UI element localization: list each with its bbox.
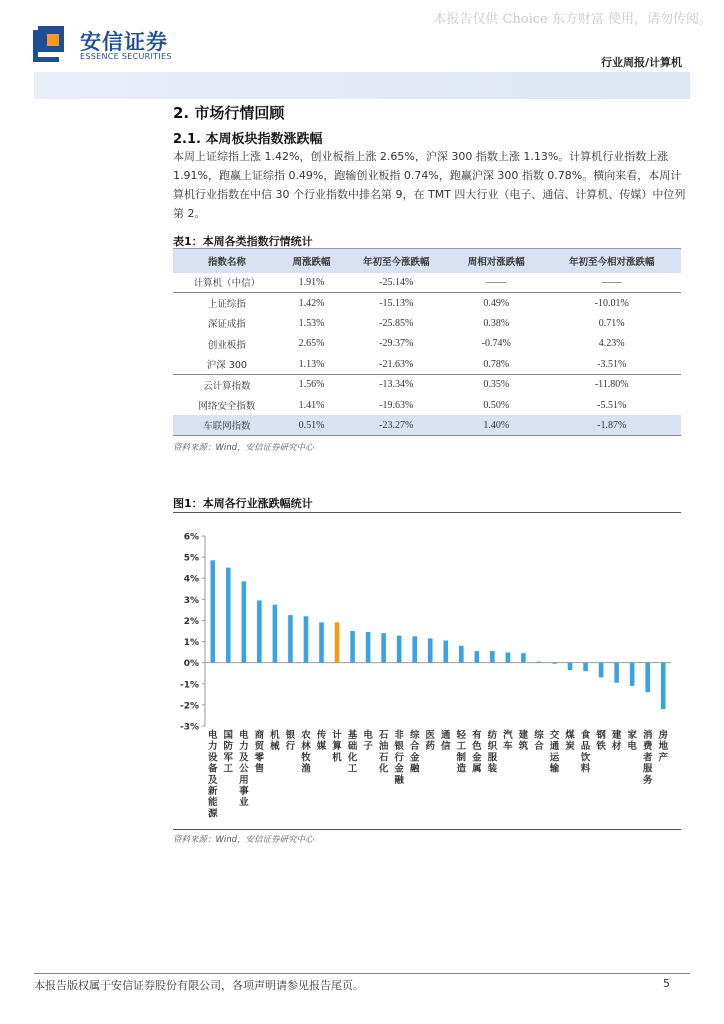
table-cell: 创业板指: [207, 339, 246, 351]
subsection-title: 2.1. 本周板块指数涨跌幅: [173, 132, 323, 147]
bar-11: [366, 632, 371, 663]
footer-text: 本报告版权属于安信证券股份有限公司，各项声明请参见报告尾页。: [34, 979, 364, 992]
y-tick-label: 3%: [183, 595, 199, 606]
category-label: 钢铁: [596, 730, 606, 753]
bar-23: [552, 663, 557, 664]
category-label: 建材: [611, 730, 622, 753]
logo-icon: [33, 24, 73, 64]
y-tick-label: 4%: [183, 574, 199, 585]
bar-21: [521, 653, 526, 663]
table-cell: 云计算指数: [203, 380, 251, 392]
bar-8: [319, 622, 324, 662]
table-cell: 1.91%: [281, 273, 343, 293]
bar-20: [506, 653, 511, 663]
table-cell: 1.42%: [298, 297, 325, 309]
table-cell: 0.78%: [450, 354, 542, 374]
table-row: [173, 293, 681, 313]
bar-4: [257, 600, 262, 662]
table-cell: 1.40%: [450, 415, 542, 435]
table-header: 周涨跌幅: [281, 249, 343, 273]
bar-7: [304, 616, 309, 662]
category-label: 商贸零售: [254, 730, 265, 775]
table-row: [173, 354, 681, 374]
bar-26: [599, 663, 604, 678]
category-label: 国防军工: [223, 730, 234, 775]
bar-15: [428, 638, 433, 662]
body-paragraph: 本周上证综指上涨 1.42%，创业板指上涨 2.65%，沪深 300 指数上涨 1.13%。计算机行业指数上涨 1.91%，跑赢上证综指 0.49%，跑输创业板指 0.74%，跑赢沪深 300 指数 0.78%。横向来看，本周计算机行业指数在中信 30 个行业指数中排名第 9，在 TMT 四大行业（电子、通信、计算机、传媒）中位列第 2。: [173, 150, 686, 220]
table-cell: 网络安全指数: [198, 401, 256, 413]
category-label: 有色金属: [472, 730, 482, 775]
table-row: [173, 415, 681, 435]
figure-bottom-rule: [173, 829, 681, 830]
brand-name-en: ESSENCE SECURITIES: [80, 52, 172, 61]
y-tick-label: 2%: [183, 616, 199, 627]
category-label: 农林牧渔: [301, 730, 311, 775]
category-label: 综合金融: [409, 730, 420, 775]
bar-6: [288, 615, 293, 662]
table-cell: 车联网指数: [173, 415, 281, 435]
category-label: 建筑: [518, 730, 529, 753]
table-source: 资料来源：Wind，安信证券研究中心: [173, 443, 314, 453]
table-cell: 1.41%: [298, 399, 325, 411]
bar-29: [645, 663, 650, 693]
table-cell: 2.65%: [298, 338, 325, 350]
figure-title: 图1：本周各行业涨跌幅统计: [173, 497, 313, 510]
bar-27: [614, 663, 619, 683]
industry-bar-chart: [173, 516, 681, 828]
bar-5: [273, 605, 278, 663]
bar-3: [242, 581, 247, 662]
table-cell: -21.63%: [342, 354, 450, 374]
category-label: 医药: [425, 730, 435, 753]
table-cell: 0.50%: [483, 399, 510, 411]
table-cell: -3.51%: [542, 354, 681, 374]
y-tick-label: 5%: [183, 553, 199, 564]
category-label: 交通运输: [549, 730, 560, 775]
category-label: 煤炭: [565, 730, 575, 753]
table-header: 指数名称: [173, 249, 281, 273]
table-cell: 0.51%: [281, 415, 343, 435]
category-label: 计算机: [332, 730, 342, 764]
bar-13: [397, 636, 402, 663]
bar-14: [412, 636, 417, 662]
page-number: 5: [663, 977, 670, 990]
table-header: 周相对涨跌幅: [450, 249, 542, 273]
figure-source: 资料来源：Wind，安信证券研究中心: [173, 835, 314, 845]
table-cell: 0.49%: [483, 297, 510, 309]
category-label: 机械: [270, 730, 280, 753]
bar-30: [661, 663, 666, 709]
table-cell: -1.87%: [542, 415, 681, 435]
table-cell: 沪深 300: [173, 354, 281, 374]
table-cell: ——: [450, 273, 542, 293]
table-header: 年初至今相对涨跌幅: [542, 249, 681, 273]
bar-10: [350, 631, 355, 663]
table-cell: 1.53%: [298, 317, 325, 329]
bar-19: [490, 651, 495, 663]
y-tick-label: 1%: [183, 638, 199, 649]
bar-12: [381, 633, 386, 663]
category-label: 纺织服装: [487, 730, 498, 775]
category-label: 非银行金融: [394, 730, 404, 786]
table-cell: 计算机（中信）: [173, 273, 281, 293]
brand-name: 安信证券: [80, 30, 168, 54]
table-cell: -19.63%: [379, 399, 414, 411]
table-cell: -0.74%: [481, 338, 511, 350]
category-label: 汽车: [503, 730, 513, 753]
table-title: 表1：本周各类指数行情统计: [173, 235, 313, 248]
table-row: [173, 395, 681, 415]
index-table: [173, 248, 681, 436]
table-cell: -10.01%: [594, 297, 629, 309]
y-tick-label: -3%: [179, 722, 199, 733]
bar-1: [210, 560, 215, 662]
category-label: 电力及公用事业: [239, 730, 249, 809]
table-cell: 深证成指: [207, 319, 246, 331]
y-tick-label: 0%: [183, 659, 199, 670]
table-cell: -5.51%: [597, 399, 627, 411]
y-tick-label: -1%: [179, 680, 199, 691]
category-label: 家电: [627, 730, 637, 753]
y-tick-label: 6%: [183, 532, 199, 543]
table-row: [173, 273, 681, 293]
table-cell: -25.14%: [342, 273, 450, 293]
table-cell: 0.71%: [598, 317, 625, 329]
category-label: 电子: [363, 730, 373, 753]
category-label: 消费者服务: [642, 730, 653, 786]
table-cell: 1.56%: [298, 379, 325, 391]
category-label: 银行: [285, 730, 296, 753]
bar-16: [443, 641, 448, 663]
category-label: 房地产: [658, 730, 668, 764]
category-label: 石油石化: [378, 730, 389, 775]
category-label: 通信: [441, 730, 451, 753]
bar-18: [475, 651, 480, 663]
table-cell: -11.80%: [594, 379, 629, 391]
section-title: 2. 市场行情回顾: [173, 104, 285, 122]
bar-2: [226, 568, 231, 663]
header-band: [34, 72, 690, 99]
bar-9: [335, 622, 340, 662]
table-row: [173, 313, 681, 333]
category-label: 基础化工: [347, 730, 358, 775]
category-label: 电力设备及新能源: [208, 730, 218, 820]
bar-22: [537, 662, 542, 663]
report-type: 行业周报/计算机: [600, 56, 682, 69]
table-header: 年初至今涨跌幅: [342, 249, 450, 273]
y-tick-label: -2%: [179, 701, 199, 712]
table-cell: -29.37%: [379, 338, 414, 350]
table-cell: 0.38%: [483, 317, 510, 329]
table-cell: -23.27%: [342, 415, 450, 435]
bar-28: [630, 663, 635, 686]
category-label: 传媒: [316, 730, 327, 753]
category-label: 食品饮料: [580, 730, 591, 775]
category-label: 轻工制造: [456, 730, 467, 775]
table-cell: ——: [542, 273, 681, 293]
bar-24: [568, 663, 573, 670]
watermark: 本报告仅供 Choice 东方财富 使用，请勿传阅。: [433, 12, 712, 27]
table-row: [173, 334, 681, 354]
table-cell: 上证综指: [207, 299, 246, 311]
table-cell: 4.23%: [598, 338, 625, 350]
table-cell: -13.34%: [379, 379, 414, 391]
table-header-row: [173, 249, 681, 273]
bar-17: [459, 646, 464, 663]
figure-top-rule: [173, 512, 681, 513]
bar-25: [583, 663, 588, 671]
table-row: [173, 374, 681, 394]
category-label: 综合: [534, 730, 544, 753]
footer-rule: [34, 973, 690, 974]
table-cell: 0.35%: [483, 379, 510, 391]
table-cell: -15.13%: [379, 297, 414, 309]
table-cell: -25.85%: [379, 317, 414, 329]
table-cell: 1.13%: [281, 354, 343, 374]
